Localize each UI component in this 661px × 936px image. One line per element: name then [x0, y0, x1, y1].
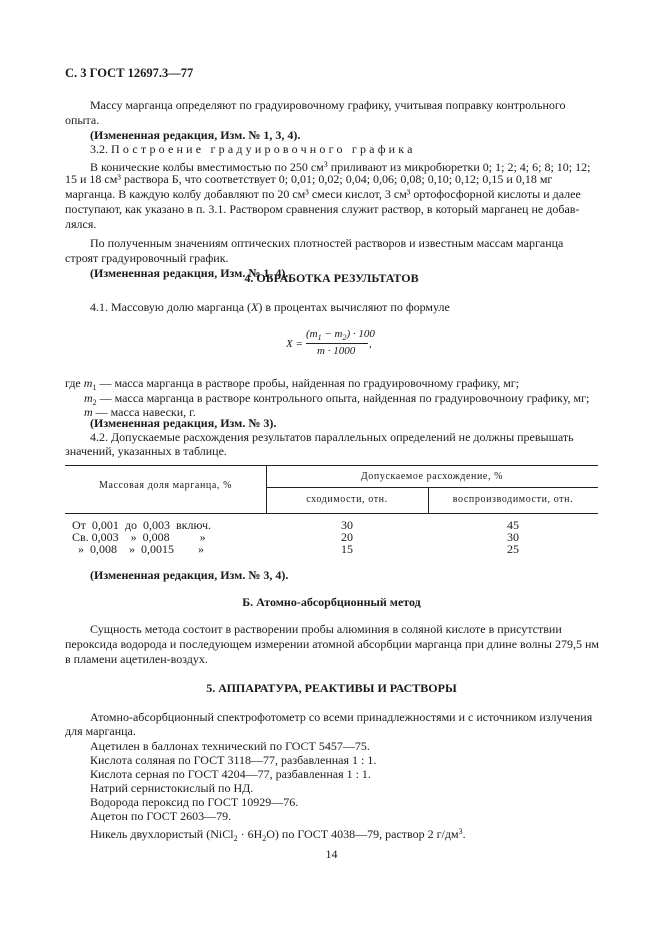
paragraph-line: строят градуировочный график. — [65, 251, 229, 265]
edit-note: (Измененная редакция, Изм. № 3). — [90, 416, 277, 430]
text-fragment: O) по ГОСТ 4038—79, раствор 2 г/дм — [266, 827, 459, 841]
paragraph-line: в пламени ацетилен-воздух. — [65, 652, 208, 666]
edit-note: (Измененная редакция, Изм. № 3, 4). — [90, 568, 289, 582]
subscript: 2 — [342, 333, 347, 342]
table-cell-reproducibility: 25 — [507, 542, 519, 556]
list-item: Водорода пероксид по ГОСТ 10929—76. — [90, 795, 299, 809]
paragraph-line: По полученным значениям оптических плотностей растворов и известным массам марганца — [90, 236, 564, 250]
table-header-fraction: Массовая доля марганца, % — [98, 480, 233, 491]
page-header: С. 3 ГОСТ 12697.3—77 — [65, 66, 194, 80]
text-fragment: — масса навески, г. — [92, 405, 196, 419]
subsection-name: Построение градуировочного графика — [111, 142, 416, 156]
paragraph-line: В конические колбы вместимостью по 250 $см^3$ приливают из микробюретки 0; 1; 2; 4; 6; 8; 10; 12; — [90, 160, 591, 174]
table-cell-range: От 0,001 до 0,003 включ. — [72, 518, 212, 532]
paragraph-line: для марганца. — [65, 724, 136, 738]
table-cell-convergence: 20 — [341, 530, 353, 544]
paragraph-line: Атомно-абсорбционный спектрофотометр со всеми принадлежностями и с источником излучения — [90, 710, 593, 724]
list-item: Ацетилен в баллонах технический по ГОСТ 5457—75. — [90, 739, 370, 753]
subscript: 2 — [233, 834, 238, 843]
subscript: 2 — [262, 834, 267, 843]
table-cell-reproducibility: 30 — [507, 530, 519, 544]
paragraph-line: Массу марганца определяют по градуировочному графику, учитывая поправку контрольного — [90, 98, 566, 112]
section-4-heading — [65, 271, 598, 286]
paragraph-line: 15 и 18 см³ раствора Б, что соответствует 0; 0,01; 0,02; 0,04; 0,06; 0,08; 0,10; 0,12; 0,15 и 0,18 мг — [65, 172, 553, 186]
formula-lhs: X = — [286, 338, 303, 350]
text-fragment: 4.1. Массовую долю марганца ( — [90, 300, 252, 314]
list-item: Ацетон по ГОСТ 2603—79. — [90, 809, 232, 823]
formula-numerator — [306, 328, 375, 342]
paragraph-line: Сущность метода состоит в растворении пробы алюминия в соляной кислоте в присутствии — [90, 622, 562, 636]
paragraph-line: значений, указанных в таблице. — [65, 444, 227, 458]
table-subheader-rule — [266, 487, 598, 488]
text-fragment: Никель двухлористый (NiCl — [90, 827, 234, 841]
paragraph-line: опыта. — [65, 113, 100, 127]
table-cell-range: Св. 0,003 » 0,008 » — [72, 530, 206, 544]
text-fragment: (m — [306, 328, 318, 340]
text-fragment: ) · 100 — [346, 328, 375, 340]
paragraph-line: поступают, как указано в п. 3.1. Раствором сравнения служит раствор, в который марганец не добав- — [65, 202, 580, 216]
subsection-number: 3.2. — [90, 142, 108, 156]
text-fragment: приливают из микробюретки 0; 1; 2; 4; 6; 8; 10; 12; — [327, 160, 591, 174]
variable-m: m — [83, 376, 93, 390]
table-header-bottom-rule — [65, 513, 598, 514]
superscript: 3 — [458, 827, 463, 836]
list-item: Кислота серная по ГОСТ 4204—77, разбавленная 1 : 1. — [90, 767, 371, 781]
text-fragment: . — [462, 827, 466, 841]
heading-text: 4. ОБРАБОТКА РЕЗУЛЬТАТОВ — [244, 271, 419, 285]
variable-m: m — [84, 391, 93, 405]
paragraph-line: лялся. — [65, 217, 97, 231]
table-cell-reproducibility: 45 — [507, 518, 519, 532]
subscript: 2 — [92, 398, 97, 407]
variable-x: X — [251, 300, 259, 314]
subscript: 1 — [92, 383, 97, 392]
section-5-heading: 5. АППАРАТУРА, РЕАКТИВЫ И РАСТВОРЫ — [206, 681, 457, 695]
table-top-rule — [65, 465, 598, 466]
table-cell-range: » 0,008 » 0,0015 » — [72, 542, 204, 556]
text-fragment: — масса марганца в растворе пробы, найденная по градуировочному графику, мг; — [96, 376, 520, 390]
paragraph-line: 4.2. Допускаемые расхождения результатов параллельных определений не должны превышать — [90, 430, 574, 444]
page-number: 14 — [325, 847, 338, 861]
text-fragment: где — [65, 376, 84, 390]
table-cell-convergence: 15 — [341, 542, 353, 556]
text-fragment: — масса марганца в растворе контрольного опыта, найденная по градуировочноиу графику, мг; — [96, 391, 590, 405]
paragraph-line: пероксида водорода и последующем измерении атомной абсорбции марганца при длине волны 279,5 нм — [65, 637, 599, 651]
table-header-group: Допускаемое расхождение, % — [360, 471, 504, 482]
formula-denominator: m · 1000 — [317, 345, 356, 357]
table-cell-convergence: 30 — [341, 518, 353, 532]
paragraph-line: марганца. В каждую колбу добавляют по 20 см³ смеси кислот, 3 см³ ортофосфорной кислоты и далее — [65, 187, 581, 201]
list-item: Кислота соляная по ГОСТ 3118—77, разбавленная 1 : 1. — [90, 753, 377, 767]
edit-note: (Измененная редакция, Изм. № 1, 3, 4). — [90, 128, 301, 142]
paragraph-line — [90, 300, 450, 315]
table-subheader-reproducibility: воспроизводимости, отн. — [452, 494, 574, 505]
table-subheader-convergence: сходимости, отн. — [306, 494, 388, 505]
subsection-title — [90, 142, 416, 157]
method-b-heading: Б. Атомно-абсорбционный метод — [242, 595, 421, 609]
subscript: 1 — [317, 333, 322, 342]
edit-note: (Измененная редакция, Изм. № 1, 4). — [90, 266, 289, 280]
fraction-bar — [306, 343, 368, 344]
text-fragment: ) в процентах вычисляют по формуле — [258, 300, 450, 314]
list-item: Натрий сернистокислый по НД. — [90, 781, 254, 795]
text-fragment: − m — [321, 328, 343, 340]
list-item — [90, 824, 466, 846]
text-fragment: · 6H — [237, 827, 263, 841]
variable-m: m — [84, 405, 93, 419]
formula-comma: , — [369, 338, 372, 350]
text-fragment: В конические колбы вместимостью по 250 см — [90, 160, 324, 174]
